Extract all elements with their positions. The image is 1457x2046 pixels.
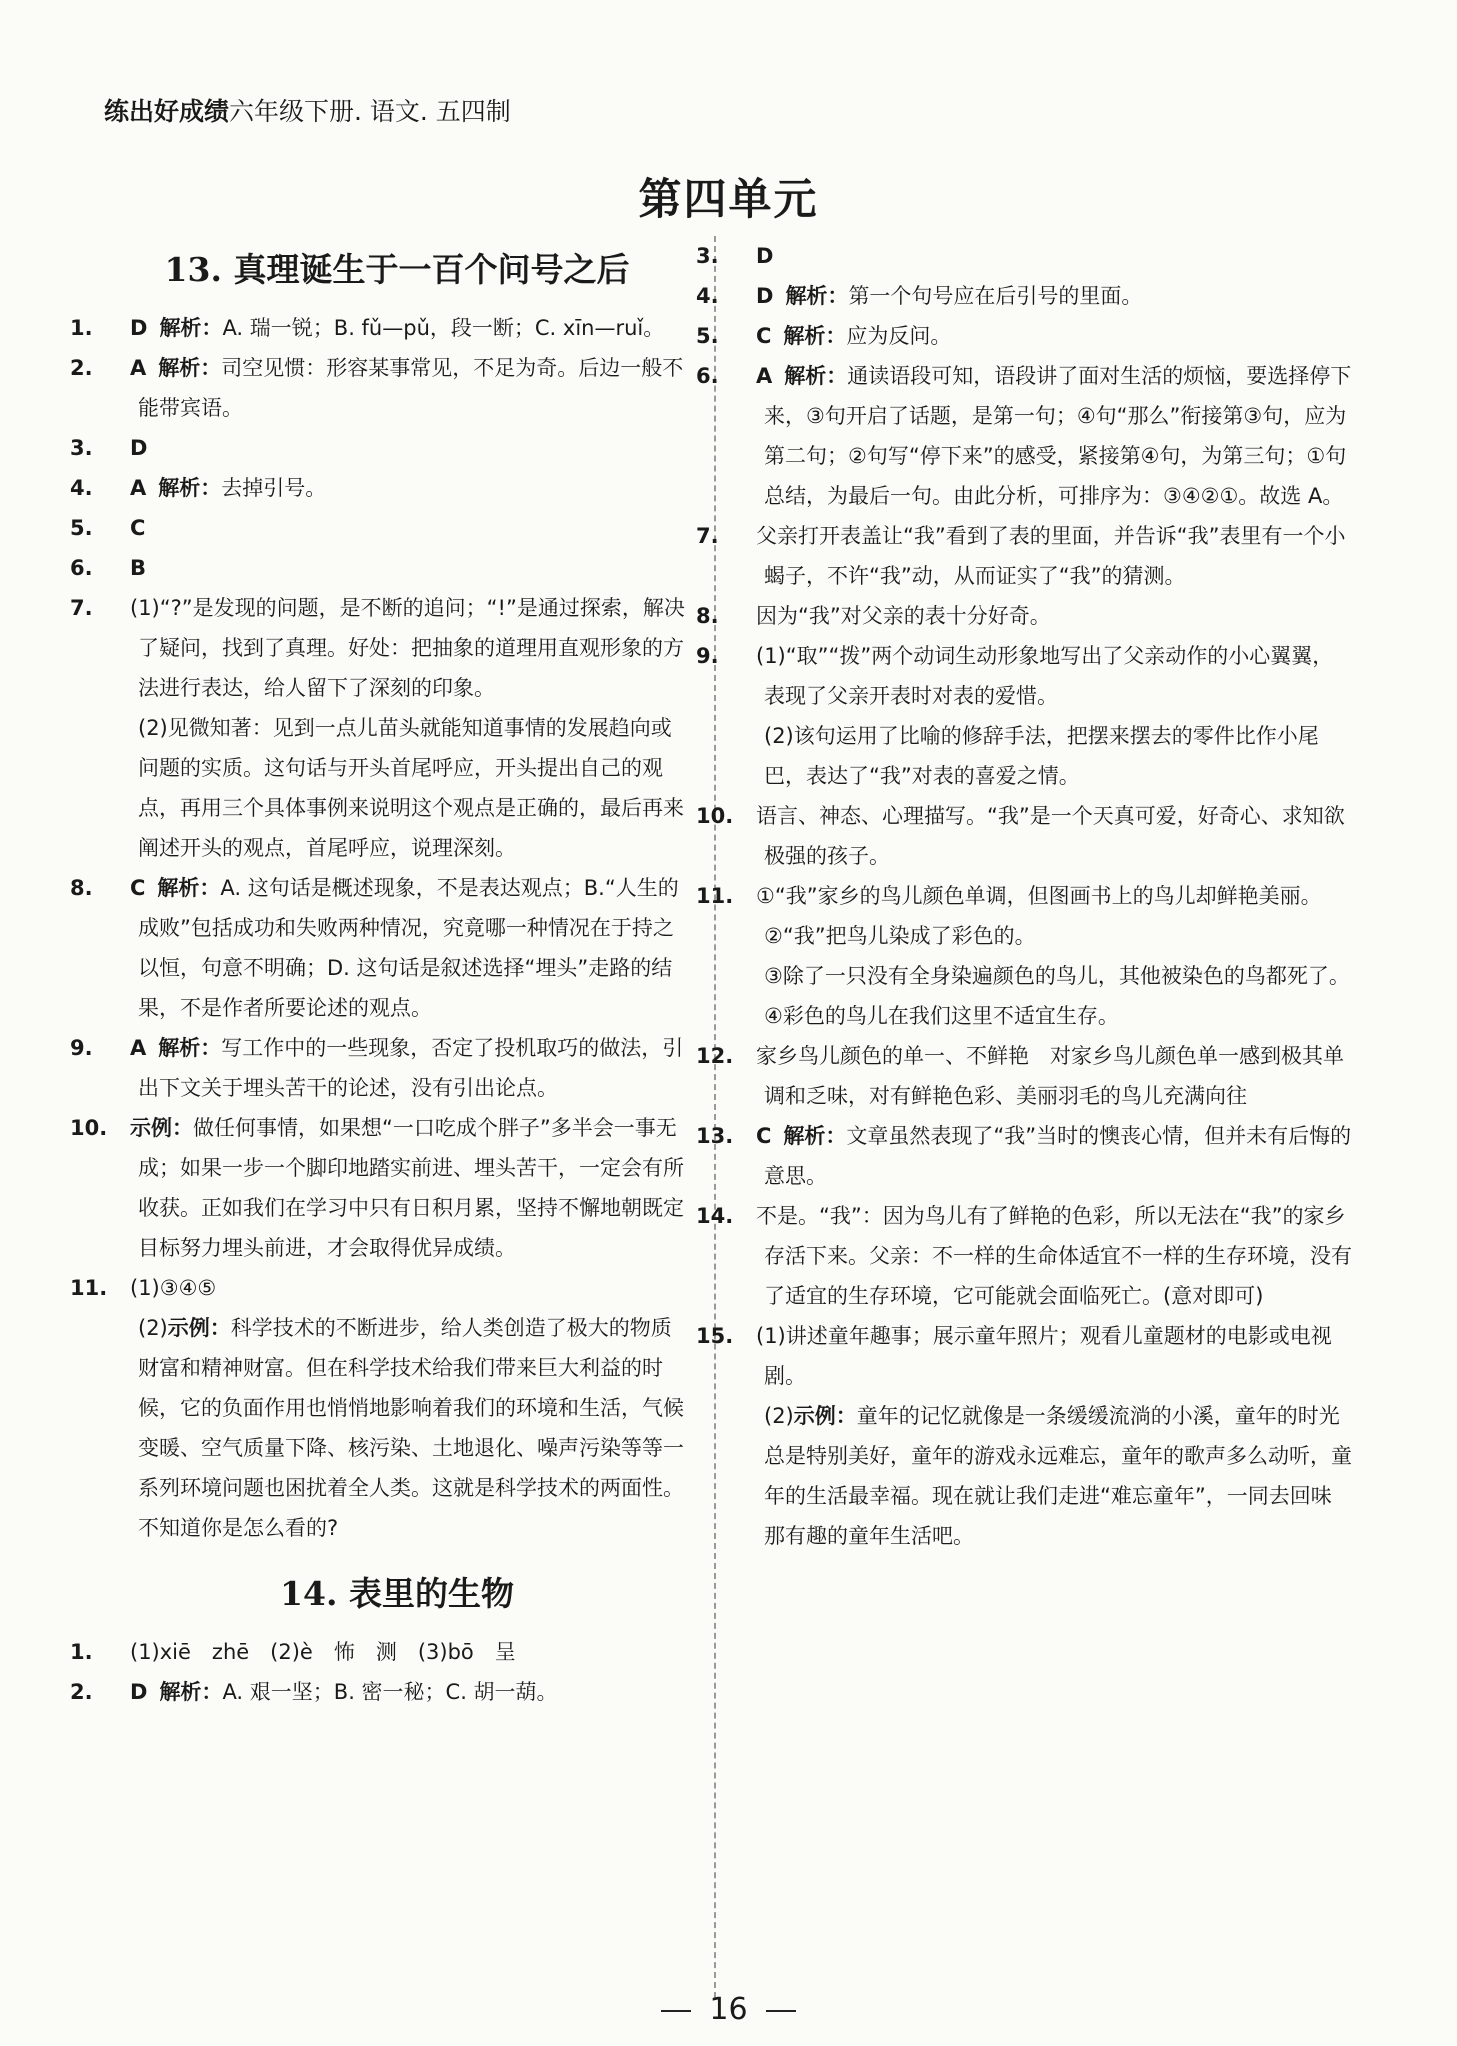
left-column [70, 236, 690, 1712]
sub-number: (2) [138, 1316, 168, 1340]
answer-choice: B [130, 556, 147, 580]
answer-number: 3. [696, 244, 719, 268]
answer-number: 6. [70, 556, 93, 580]
answer-text: 语言、神态、心理描写。“我”是一个天真可爱，好奇心、求知欲极强的孩子。 [756, 804, 1345, 868]
analysis-label: 解析： [785, 284, 849, 308]
answer-text: 不是。“我”：因为鸟儿有了鲜艳的色彩，所以无法在“我”的家乡存活下来。父亲：不一样的生命体适宜不一样的生存环境，没有了适宜的生存环境，它可能就会面临死亡。(意对即可) [756, 1204, 1352, 1308]
analysis-label: 解析： [784, 364, 848, 388]
section-14-answers-continued [696, 236, 1352, 1556]
sub-number: (2) [764, 1404, 794, 1428]
answer-item [70, 1632, 690, 1672]
answer-number: 1. [70, 316, 93, 340]
section-13-title: 13. 真理诞生于一百个问号之后 [164, 250, 630, 289]
answer-text: ③除了一只没有全身染遍颜色的鸟儿，其他被染色的鸟都死了。 [764, 964, 1350, 988]
answer-text: 应为反问。 [846, 324, 952, 348]
answer-number: 10. [70, 1116, 108, 1140]
answer-text: 第一个句号应在后引号的里面。 [848, 284, 1143, 308]
answer-choice: C [756, 324, 772, 348]
page-number [0, 1992, 1457, 2027]
answer-item [730, 716, 1352, 796]
answer-number: 3. [70, 436, 93, 460]
answer-item [696, 1196, 1352, 1316]
answer-number: 14. [696, 1204, 734, 1228]
analysis-label: 解析： [157, 876, 221, 900]
answer-choice: D [756, 244, 774, 268]
section-14-title: 14. 表里的生物 [280, 1574, 514, 1613]
answer-number: 1. [70, 1640, 93, 1664]
answer-item [70, 548, 690, 588]
answer-item [696, 796, 1352, 876]
answer-text: ①“我”家乡的鸟儿颜色单调，但图画书上的鸟儿却鲜艳美丽。 [756, 884, 1322, 908]
analysis-label: 解析： [158, 1036, 222, 1060]
section-13-answers [70, 308, 690, 1548]
answer-number: 15. [696, 1324, 734, 1348]
answer-choice: A [130, 1036, 147, 1060]
answer-text: 家乡鸟儿颜色的单一、不鲜艳 对家乡鸟儿颜色单一感到极其单调和乏味，对有鲜艳色彩、美丽羽毛的鸟儿充满向往 [756, 1044, 1344, 1108]
book-brand: 练出好成绩 [104, 97, 230, 126]
answer-item [70, 508, 690, 548]
answer-number: 7. [70, 596, 93, 620]
answer-choice: A [756, 364, 773, 388]
answer-number: 9. [70, 1036, 93, 1060]
answer-item [730, 956, 1352, 996]
answer-number: 4. [70, 476, 93, 500]
answer-text: 去掉引号。 [221, 476, 327, 500]
right-column [696, 236, 1352, 1556]
answer-item [70, 1028, 690, 1108]
dash-right [766, 2010, 796, 2012]
page-header [104, 92, 511, 128]
answer-number: 5. [70, 516, 93, 540]
answer-text: ②“我”把鸟儿染成了彩色的。 [764, 924, 1036, 948]
answer-choice: D [756, 284, 774, 308]
answer-text: 科学技术的不断进步，给人类创造了极大的物质财富和精神财富。但在科学技术给我们带来巨大利益的时候，它的负面作用也悄悄地影响着我们的环境和生活，气候变暖、空气质量下降、核污染、土地退化、噪声污染等等一系列环境问题也困扰着全人类。这就是科学技术的两面性。不知道你是怎么看的? [138, 1316, 684, 1540]
unit-title: 第四单元 [638, 175, 819, 225]
answer-item [696, 636, 1352, 716]
answer-text: 童年的记忆就像是一条缓缓流淌的小溪，童年的时光总是特别美好，童年的游戏永远难忘，童年的歌声多么动听，童年的生活最幸福。现在就让我们走进“难忘童年”，一同去回味那有趣的童年生活吧。 [764, 1404, 1352, 1548]
answer-text: A. 这句话是概述现象，不是表达观点；B.“人生的成败”包括成功和失败两种情况，究竟哪一种情况在于持之以恒，句意不明确；D. 这句话是叙述选择“埋头”走路的结果，不是作者所要论述的观点。 [138, 876, 679, 1020]
answer-item [70, 308, 690, 348]
analysis-label: 解析： [783, 324, 847, 348]
answer-text: (2)该句运用了比喻的修辞手法，把摆来摆去的零件比作小尾巴，表达了“我”对表的喜爱之情。 [764, 724, 1319, 788]
answer-number: 2. [70, 356, 93, 380]
answer-text: 通读语段可知，语段讲了面对生活的烦恼，要选择停下来，③句开启了话题，是第一句；④句“那么”衔接第③句，应为第二句；②句写“停下来”的感受，紧接第④句，为第三句；①句总结，为最后一句。由此分析，可排序为：③④②①。故选 A。 [764, 364, 1352, 508]
answer-choice: C [130, 516, 146, 540]
answer-text: 写工作中的一些现象，否定了投机取巧的做法，引出下文关于埋头苦干的论述，没有引出论点。 [138, 1036, 684, 1100]
answer-number: 6. [696, 364, 719, 388]
answer-item [730, 996, 1352, 1036]
book-subtitle: 六年级下册. 语文. 五四制 [229, 97, 511, 126]
analysis-label: 解析： [158, 356, 222, 380]
answer-item [70, 468, 690, 508]
analysis-label: 解析： [159, 316, 223, 340]
answer-item [696, 356, 1352, 516]
answer-number: 9. [696, 644, 719, 668]
answer-number: 11. [696, 884, 734, 908]
answer-text: 父亲打开表盖让“我”看到了表的里面，并告诉“我”表里有一个小蝎子，不许“我”动，从而证实了“我”的猜测。 [756, 524, 1346, 588]
answer-item [70, 868, 690, 1028]
answer-text: 文章虽然表现了“我”当时的懊丧心情，但并未有后悔的意思。 [764, 1124, 1352, 1188]
answer-item [104, 708, 690, 868]
analysis-label: 示例： [793, 1404, 857, 1428]
answer-item [696, 236, 1352, 276]
answer-text: (1)“?”是发现的问题，是不断的追问；“!”是通过探索，解决了疑问，找到了真理。好处：把抽象的道理用直观形象的方法进行表达，给人留下了深刻的印象。 [130, 596, 685, 700]
answer-item [730, 916, 1352, 956]
answer-item [70, 588, 690, 708]
answer-number: 11. [70, 1276, 108, 1300]
analysis-label: 解析： [158, 476, 222, 500]
answer-number: 7. [696, 524, 719, 548]
answer-number: 4. [696, 284, 719, 308]
answer-text: (2)见微知著：见到一点儿苗头就能知道事情的发展趋向或问题的实质。这句话与开头首尾呼应，开头提出自己的观点，再用三个具体事例来说明这个观点是正确的，最后再来阐述开头的观点，首尾呼应，说理深刻。 [138, 716, 684, 860]
answer-number: 13. [696, 1124, 734, 1148]
answer-number: 8. [696, 604, 719, 628]
answer-number: 8. [70, 876, 93, 900]
answer-item [104, 1308, 690, 1548]
answer-text: A. 瑞一锐；B. fǔ—pǔ，段一断；C. xīn—ruǐ。 [222, 316, 665, 340]
analysis-label: 解析： [783, 1124, 847, 1148]
answer-number: 5. [696, 324, 719, 348]
analysis-label: 示例： [167, 1316, 231, 1340]
section-14-answers [70, 1632, 690, 1712]
answer-item [70, 1268, 690, 1308]
answer-choice: D [130, 1680, 148, 1704]
answer-text: (1)讲述童年趣事；展示童年照片；观看儿童题材的电影或电视剧。 [756, 1324, 1332, 1388]
answer-choice: D [130, 436, 148, 460]
answer-text: 因为“我”对父亲的表十分好奇。 [756, 604, 1051, 628]
answer-item [696, 596, 1352, 636]
answer-text: 做任何事情，如果想“一口吃成个胖子”多半会一事无成；如果一步一个脚印地踏实前进、埋头苦干，一定会有所收获。正如我们在学习中只有日积月累，坚持不懈地朝既定目标努力埋头前进，才会取得优异成绩。 [138, 1116, 684, 1260]
answer-choice: C [756, 1124, 772, 1148]
dash-left [661, 2010, 691, 2012]
page-number-text: 16 [709, 1992, 748, 2027]
answer-item [696, 876, 1352, 916]
answer-text: ④彩色的鸟儿在我们这里不适宜生存。 [764, 1004, 1119, 1028]
analysis-label: 解析： [159, 1680, 223, 1704]
answer-choice: A [130, 356, 147, 380]
answer-choice: D [130, 316, 148, 340]
answer-choice: A [130, 476, 147, 500]
answer-item [696, 1116, 1352, 1196]
answer-text: (1)xiē zhē (2)è 怖 测 (3)bō 呈 [130, 1640, 516, 1664]
answer-number: 2. [70, 1680, 93, 1704]
answer-text: (1)③④⑤ [130, 1276, 217, 1300]
answer-number: 12. [696, 1044, 734, 1068]
answer-item [70, 348, 690, 428]
answer-text: 司空见惯：形容某事常见，不足为奇。后边一般不能带宾语。 [138, 356, 684, 420]
answer-item [70, 1108, 690, 1268]
answer-item [730, 1396, 1352, 1556]
answer-item [696, 516, 1352, 596]
answer-choice: C [130, 876, 146, 900]
answer-item [696, 316, 1352, 356]
answer-item [696, 276, 1352, 316]
answer-item [696, 1036, 1352, 1116]
answer-text: A. 艰一坚；B. 密一秘；C. 胡一葫。 [222, 1680, 558, 1704]
answer-item [696, 1316, 1352, 1396]
analysis-label: 示例： [130, 1116, 193, 1140]
answer-item [70, 428, 690, 468]
answer-item [70, 1672, 690, 1712]
answer-number: 10. [696, 804, 734, 828]
answer-text: (1)“取”“拨”两个动词生动形象地写出了父亲动作的小心翼翼，表现了父亲开表时对表的爱惜。 [756, 644, 1334, 708]
